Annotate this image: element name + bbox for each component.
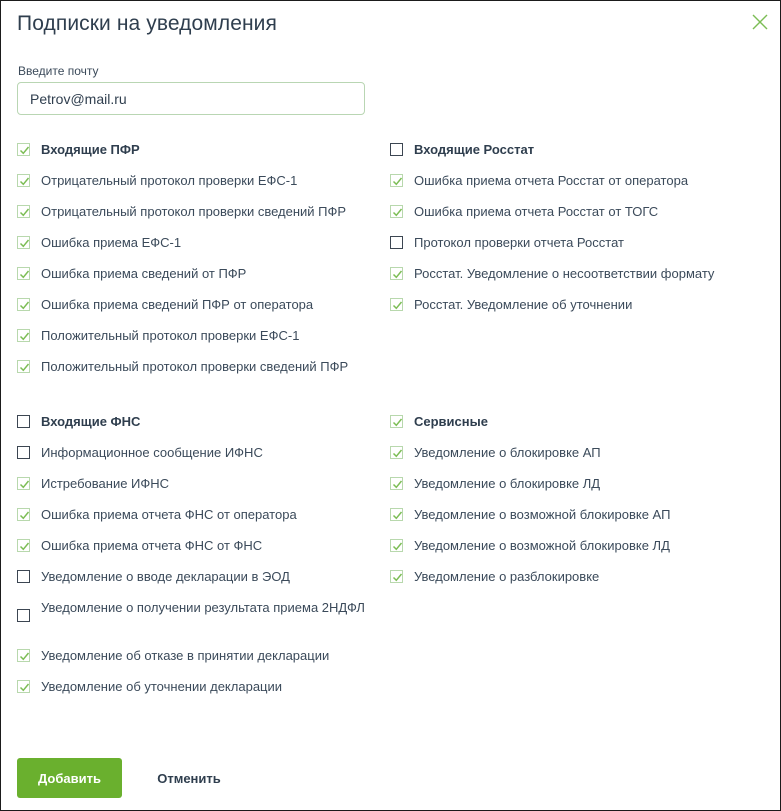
subscription-checkbox[interactable] <box>390 475 765 506</box>
subscription-checkbox[interactable] <box>17 568 367 599</box>
group-header-label: Входящие ФНС <box>41 414 141 429</box>
checkbox-checked-icon[interactable] <box>17 477 30 490</box>
subscription-label: Ошибка приема отчета Росстат от ТОГС <box>414 204 659 219</box>
subscription-label: Истребование ИФНС <box>41 476 170 491</box>
checkbox-checked-icon[interactable] <box>390 446 403 459</box>
checkbox-unchecked-icon[interactable] <box>390 143 403 156</box>
subscription-checkbox[interactable] <box>17 265 377 296</box>
subscription-label: Уведомление о разблокировке <box>414 569 600 584</box>
subscription-label: Уведомление о получении результата приема 2НДФЛ <box>41 600 365 615</box>
checkbox-unchecked-icon[interactable] <box>17 609 30 622</box>
checkbox-checked-icon[interactable] <box>17 508 30 521</box>
subscription-label: Положительный протокол проверки сведений ПФР <box>41 359 349 374</box>
subscription-checkbox[interactable] <box>17 444 367 475</box>
subscription-label: Ошибка приема ЕФС-1 <box>41 235 182 250</box>
subscription-checkbox[interactable] <box>390 172 765 203</box>
checkbox-unchecked-icon[interactable] <box>17 415 30 428</box>
subscription-label: Ошибка приема сведений ПФР от оператора <box>41 297 314 312</box>
checkbox-checked-icon[interactable] <box>17 649 30 662</box>
subscription-checkbox[interactable] <box>17 358 377 389</box>
subscription-label: Ошибка приема отчета ФНС от ФНС <box>41 538 263 553</box>
checkbox-unchecked-icon[interactable] <box>17 570 30 583</box>
subscription-checkbox[interactable] <box>17 234 377 265</box>
cancel-button[interactable]: Отменить <box>144 758 234 798</box>
checkbox-checked-icon[interactable] <box>17 298 30 311</box>
subscription-checkbox[interactable] <box>17 327 377 358</box>
dialog-title: Подписки на уведомления <box>17 12 277 35</box>
subscription-checkbox[interactable] <box>390 296 765 327</box>
checkbox-checked-icon[interactable] <box>390 415 403 428</box>
subscription-checkbox[interactable] <box>390 444 765 475</box>
checkbox-checked-icon[interactable] <box>390 298 403 311</box>
subscription-checkbox[interactable] <box>390 537 765 568</box>
subscription-checkbox[interactable] <box>390 265 765 296</box>
subscription-checkbox[interactable] <box>390 568 765 599</box>
close-x-icon[interactable] <box>750 12 770 32</box>
group-header-label: Входящие ПФР <box>41 142 140 157</box>
subscription-label: Уведомление о вводе декларации в ЭОД <box>41 569 290 584</box>
subscription-label: Ошибка приема сведений от ПФР <box>41 266 247 281</box>
subscription-checkbox[interactable] <box>17 475 367 506</box>
group-pfr <box>17 141 377 389</box>
subscription-label: Уведомление о блокировке ЛД <box>414 476 601 491</box>
subscription-label: Отрицательный протокол проверки сведений ПФР <box>41 204 347 219</box>
subscription-checkbox[interactable] <box>17 537 367 568</box>
checkbox-checked-icon[interactable] <box>390 477 403 490</box>
subscription-label: Уведомление о возможной блокировке АП <box>414 507 671 522</box>
group-header-label: Сервисные <box>414 414 488 429</box>
checkbox-unchecked-icon[interactable] <box>17 446 30 459</box>
checkbox-checked-icon[interactable] <box>17 329 30 342</box>
subscription-label: Уведомление о блокировке АП <box>414 445 601 460</box>
group-header-checkbox[interactable] <box>17 413 367 444</box>
subscription-label: Протокол проверки отчета Росстат <box>414 235 624 250</box>
checkbox-checked-icon[interactable] <box>17 174 30 187</box>
subscription-label: Уведомление об уточнении декларации <box>41 679 283 694</box>
checkbox-checked-icon[interactable] <box>390 267 403 280</box>
subscription-label: Ошибка приема отчета ФНС от оператора <box>41 507 297 522</box>
checkbox-checked-icon[interactable] <box>390 539 403 552</box>
checkbox-checked-icon[interactable] <box>17 360 30 373</box>
add-button[interactable]: Добавить <box>17 758 122 798</box>
group-header-checkbox[interactable] <box>390 141 765 172</box>
checkbox-checked-icon[interactable] <box>17 205 30 218</box>
subscription-label: Росстат. Уведомление об уточнении <box>414 297 633 312</box>
checkbox-checked-icon[interactable] <box>390 174 403 187</box>
subscription-checkbox[interactable] <box>17 296 377 327</box>
checkbox-checked-icon[interactable] <box>390 508 403 521</box>
subscription-label: Положительный протокол проверки ЕФС-1 <box>41 328 300 343</box>
group-header-label: Входящие Росстат <box>414 142 535 157</box>
email-label: Введите почту <box>18 64 99 78</box>
checkbox-checked-icon[interactable] <box>390 205 403 218</box>
checkbox-checked-icon[interactable] <box>17 143 30 156</box>
checkbox-checked-icon[interactable] <box>390 570 403 583</box>
subscription-checkbox[interactable] <box>390 506 765 537</box>
subscription-checkbox[interactable] <box>390 203 765 234</box>
subscription-checkbox[interactable] <box>17 172 377 203</box>
group-header-checkbox[interactable] <box>390 413 765 444</box>
group-fns <box>17 413 367 709</box>
checkbox-checked-icon[interactable] <box>17 267 30 280</box>
subscription-label: Отрицательный протокол проверки ЕФС-1 <box>41 173 298 188</box>
subscription-checkbox[interactable] <box>17 678 367 709</box>
subscription-checkbox[interactable] <box>17 506 367 537</box>
subscription-label: Информационное сообщение ИФНС <box>41 445 263 460</box>
subscription-checkbox[interactable] <box>17 599 367 647</box>
subscription-label: Ошибка приема отчета Росстат от оператора <box>414 173 689 188</box>
checkbox-checked-icon[interactable] <box>17 539 30 552</box>
subscription-checkbox[interactable] <box>17 203 377 234</box>
group-service <box>390 413 765 599</box>
checkbox-checked-icon[interactable] <box>17 236 30 249</box>
group-rosstat <box>390 141 765 327</box>
checkbox-checked-icon[interactable] <box>17 680 30 693</box>
subscription-label: Уведомление о возможной блокировке ЛД <box>414 538 670 553</box>
subscription-checkbox[interactable] <box>17 647 367 678</box>
checkbox-unchecked-icon[interactable] <box>390 236 403 249</box>
email-input[interactable] <box>17 82 365 115</box>
group-header-checkbox[interactable] <box>17 141 377 172</box>
subscription-label: Уведомление об отказе в принятии декларации <box>41 648 330 663</box>
subscription-checkbox[interactable] <box>390 234 765 265</box>
subscription-label: Росстат. Уведомление о несоответствии формату <box>414 266 715 281</box>
